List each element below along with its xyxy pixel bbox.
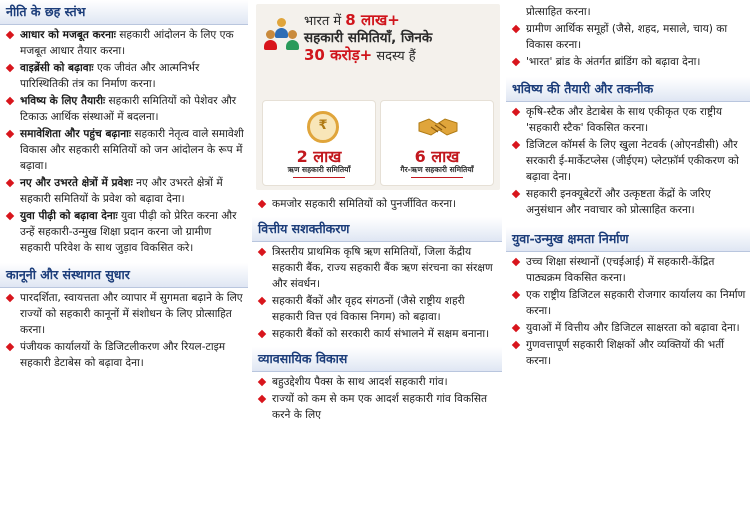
continued-list-right: [506, 0, 750, 75]
headline-line-2: सहकारी समितियाँ, जिनके: [304, 30, 433, 46]
list-item: [258, 244, 498, 292]
column-middle: [252, 0, 502, 526]
list-item: [512, 287, 746, 319]
credit-societies-label: ऋण सहकारी समितियाँ: [287, 165, 351, 174]
diamond-bullet-icon: [512, 141, 520, 149]
diamond-bullet-icon: [6, 294, 14, 302]
item-lead: युवा पीढ़ी को बढ़ावा देनाः: [20, 210, 118, 222]
item-text: गुणवत्तापूर्ण सहकारी शिक्षकों और व्यक्तियों की भर्ती करना।: [526, 339, 725, 367]
legal-reforms-list: [0, 288, 248, 376]
diamond-bullet-icon: [512, 341, 520, 349]
item-lead: भविष्य के लिए तैयारीः: [20, 95, 106, 107]
list-item: [258, 326, 498, 342]
item-text: पंजीयक कार्यालयों के डिजिटलीकरण और रियल-टाइम सहकारी डेटाबेस को बढ़ावा देना।: [20, 341, 226, 369]
list-item: [6, 339, 244, 371]
item-text: प्रोत्साहित करना।: [526, 6, 591, 18]
list-item: [6, 208, 244, 256]
item-text: राज्यों को कम से कम एक आदर्श सहकारी गांव विकसित करने के लिए: [272, 393, 488, 421]
list-item: [6, 27, 244, 59]
item-text: कमजोर सहकारी समितियों को पुनर्जीवित करना।: [272, 198, 457, 210]
future-tech-list: [506, 102, 750, 223]
continued-list-middle: [252, 194, 502, 217]
item-text: युवा पीढ़ी को प्रेरित करना और उन्हें सहकारी-उन्मुख शिक्षा प्रदान करना जो ग्रामीण सहकारी परिवेश के साथ जुड़ाव विकसित करे।: [20, 210, 237, 254]
business-development-list: [252, 372, 502, 428]
rupee-coin-icon: ₹: [307, 111, 339, 143]
diamond-bullet-icon: [512, 108, 520, 116]
credit-societies-count: 2 लाख: [296, 147, 342, 166]
item-lead: नए और उभरते क्षेत्रों में प्रवेशः: [20, 177, 133, 189]
infographic-headline: [304, 12, 496, 65]
item-lead: वाइब्रेंसी को बढ़ावाः: [20, 62, 94, 74]
section-heading-legal-reforms: कानूनी और संस्थागत सुधार: [0, 263, 248, 288]
item-text: 'भारत' ब्रांड के अंतर्गत ब्रांडिंग को बढ़ावा देना।: [526, 56, 701, 68]
section-heading-future-tech: भविष्य की तैयारी और तकनीक: [506, 77, 750, 102]
diamond-bullet-icon: [512, 324, 520, 332]
item-text: सहकारी समितियों को पेशेवर और टिकाऊ आर्थिक संस्थाओं में बदलना।: [20, 95, 237, 123]
people-group-icon: [264, 18, 300, 58]
diamond-bullet-icon: [258, 297, 266, 305]
list-item: [6, 290, 244, 338]
list-item: [258, 196, 498, 212]
credit-societies-box: [262, 100, 376, 186]
section-heading-financial-empowerment: वित्तीय सशक्तीकरण: [252, 217, 502, 242]
financial-empowerment-list: [252, 242, 502, 347]
item-text: डिजिटल कॉमर्स के लिए खुला नेटवर्क (ओएनडीसी) और सरकारी ई-मार्केटप्लेस (जीईएम) प्लेटफ़ॉर्म एकीकरण को बढ़ावा देना।: [526, 139, 739, 183]
item-text: एक जीवंत और आत्मनिर्भर पारिस्थितिकी तंत्र का निर्माण करना।: [20, 62, 200, 90]
diamond-bullet-icon: [512, 25, 520, 33]
diamond-bullet-icon: [512, 291, 520, 299]
diamond-bullet-icon: [258, 248, 266, 256]
list-item: [6, 60, 244, 92]
diamond-bullet-icon: [6, 130, 14, 138]
list-item: [512, 254, 746, 286]
item-text: नए और उभरते क्षेत्रों में सहकारी समितियों के प्रवेश को बढ़ावा देना।: [20, 177, 223, 205]
diamond-bullet-icon: [258, 378, 266, 386]
non-credit-societies-label: गैर-ऋण सहकारी समितियाँ: [400, 165, 474, 174]
list-item: [512, 54, 746, 70]
diamond-bullet-icon: [258, 330, 266, 338]
diamond-bullet-icon: [258, 395, 266, 403]
diamond-bullet-icon: [258, 200, 266, 208]
infographic-header: [256, 4, 500, 96]
list-item: [6, 126, 244, 174]
list-item: [512, 186, 746, 218]
diamond-bullet-icon: [6, 179, 14, 187]
item-text: उच्च शिक्षा संस्थानों (एचईआई) में सहकारी-केंद्रित पाठ्यक्रम विकसित करना।: [526, 256, 715, 284]
item-text: सहकारी इनक्यूबेटरों और उत्कृष्टता केंद्रों के जरिए अनुसंधान और नवाचार को प्रोत्साहित करना।: [526, 188, 711, 216]
youth-capacity-list: [506, 252, 750, 374]
non-credit-societies-count: 6 लाख: [414, 147, 460, 166]
item-text: एक राष्ट्रीय डिजिटल सहकारी रोजगार कार्यालय का निर्माण करना।: [526, 289, 746, 317]
item-text: ग्रामीण आर्थिक समूहों (जैसे, शहद, मसाले, चाय) का विकास करना।: [526, 23, 728, 51]
list-item: [512, 4, 746, 20]
item-text: पारदर्शिता, स्वायत्तता और व्यापार में सुगमता बढ़ाने के लिए राज्यों को सहकारी कानूनों में संशोधन के लिए प्रोत्साहित करना।: [20, 292, 243, 336]
headline-suffix: सदस्य हैं: [372, 49, 416, 64]
item-lead: आधार को मजबूत करनाः: [20, 29, 116, 41]
item-text: बहुउद्देशीय पैक्स के साथ आदर्श सहकारी गांव।: [272, 376, 448, 388]
diamond-bullet-icon: [512, 190, 520, 198]
item-text: त्रिस्तरीय प्राथमिक कृषि ऋण समितियों, जिला केंद्रीय सहकारी बैंक, राज्य सहकारी बैंक ऋण संरचना का संरक्षण और संवर्धन।: [272, 246, 493, 290]
list-item: [512, 320, 746, 336]
section-heading-business-development: व्यावसायिक विकास: [252, 347, 502, 372]
item-text: सहकारी आंदोलन के लिए एक मजबूत आधार तैयार करना।: [20, 29, 234, 57]
diamond-bullet-icon: [6, 97, 14, 105]
list-item: [512, 21, 746, 53]
list-item: [512, 137, 746, 185]
diamond-bullet-icon: [6, 343, 14, 351]
item-text: सहकारी बैंकों और वृहद संगठनों (जैसे राष्ट्रीय शहरी सहकारी वित्त एवं विकास निगम) को बढ़ावा।: [272, 295, 465, 323]
cooperatives-infographic: [256, 4, 500, 190]
column-right: [506, 0, 750, 526]
item-text: सहकारी नेतृत्व वाले समावेशी विकास और सहकारी समितियों को जन आंदोलन के रूप में बढ़ावा।: [20, 128, 244, 172]
diamond-bullet-icon: [6, 212, 14, 220]
handshake-icon: [417, 113, 459, 139]
headline-prefix: भारत में: [304, 14, 346, 29]
list-item: [258, 374, 498, 390]
headline-member-count: 30 करोड़+: [304, 46, 373, 64]
list-item: [6, 93, 244, 125]
diamond-bullet-icon: [6, 31, 14, 39]
item-text: युवाओं में वित्तीय और डिजिटल साक्षरता को बढ़ावा देना।: [526, 322, 740, 334]
list-item: [6, 175, 244, 207]
item-text: सहकारी बैंकों को सरकारी कार्य संभालने में सक्षम बनाना।: [272, 328, 490, 340]
list-item: [258, 293, 498, 325]
six-pillars-list: [0, 25, 248, 261]
diamond-bullet-icon: [512, 258, 520, 266]
non-credit-societies-box: [380, 100, 494, 186]
diamond-bullet-icon: [6, 64, 14, 72]
list-item: [258, 391, 498, 423]
list-item: [512, 104, 746, 136]
item-lead: समावेशिता और पहुंच बढ़ानाः: [20, 128, 131, 140]
headline-society-count: 8 लाख+: [345, 11, 400, 29]
column-left: [0, 0, 248, 526]
diamond-bullet-icon: [512, 58, 520, 66]
section-heading-youth-capacity: युवा-उन्मुख क्षमता निर्माण: [506, 227, 750, 252]
item-text: कृषि-स्टैक और डेटाबेस के साथ एकीकृत एक राष्ट्रीय 'सहकारी स्टैक' विकसित करना।: [526, 106, 722, 134]
list-item: [512, 337, 746, 369]
section-heading-six-pillars: नीति के छह स्तंभ: [0, 0, 248, 25]
